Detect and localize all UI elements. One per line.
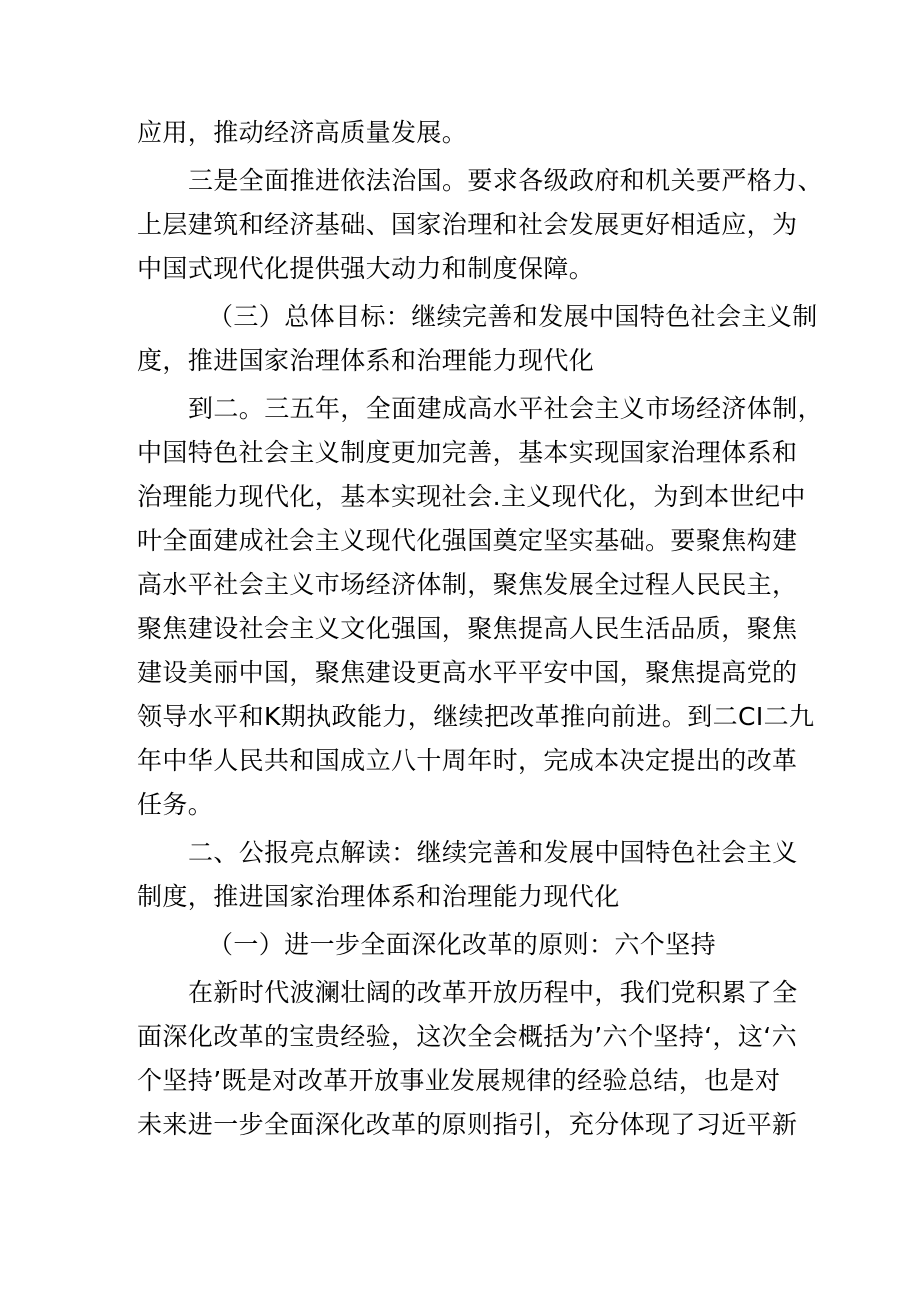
section-heading-2-line-1: 二、公报亮点解读：继续完善和发展中国特色社会主义 xyxy=(188,838,798,867)
section-heading-3-line-1: （三）总体目标：继续完善和发展中国特色社会主义制 xyxy=(208,302,818,331)
text-line-4: 中国式现代化提供强大动力和制度保障。 xyxy=(137,254,595,283)
text-line-7: 到二。三五年，全面建成高水平社会主义市场经济体制， xyxy=(188,394,824,423)
text-line-9: 治理能力现代化，基本实现社会.主义现代化，为到本世纪中 xyxy=(137,482,806,511)
text-line-1: 应用，推动经济高质量发展。 xyxy=(137,118,468,147)
text-line-11: 高水平社会主义市场经济体制，聚焦发展全过程人民民主， xyxy=(137,570,798,599)
text-line-3: 上层建筑和经济基础、国家治理和社会发展更好相适应，为 xyxy=(137,210,798,239)
section-heading-3-line-2: 度，推进国家治理体系和治理能力现代化 xyxy=(137,346,595,375)
text-line-15: 年中华人民共和国成立八十周年时，完成本决定提出的改革 xyxy=(137,746,798,775)
text-line-23: 未来进一步全面深化改革的原则指引，充分体现了习近平新 xyxy=(137,1110,798,1139)
text-line-16: 任务。 xyxy=(137,790,214,819)
section-heading-2-line-2: 制度，推进国家治理体系和治理能力现代化 xyxy=(137,882,620,911)
text-line-20: 在新时代波澜壮阔的改革开放历程中，我们党积累了全 xyxy=(188,978,798,1007)
text-line-12: 聚焦建设社会主义文化强国，聚焦提高人民生活品质，聚焦 xyxy=(137,614,798,643)
text-line-22: 个坚持’既是对改革开放事业发展规律的经验总结，也是对 xyxy=(137,1066,781,1095)
text-line-10: 叶全面建成社会主义现代化强国奠定坚实基础。要聚焦构建 xyxy=(137,526,798,555)
text-line-14: 领导水平和K期执政能力，继续把改革推向前进。到二CI二九 xyxy=(137,702,815,731)
subsection-heading-1: （一）进一步全面深化改革的原则：六个坚持 xyxy=(208,930,717,959)
text-line-2: 三是全面推进依法治国。要求各级政府和机关要严格力、 xyxy=(188,166,824,195)
text-line-13: 建设美丽中国，聚焦建设更高水平平安中国，聚焦提高党的 xyxy=(137,658,798,687)
text-line-8: 中国特色社会主义制度更加完善，基本实现国家治理体系和 xyxy=(137,438,798,467)
text-line-21: 面深化改革的宝贵经验，这次全会概括为’六个坚持‘，这‘六 xyxy=(137,1022,798,1051)
